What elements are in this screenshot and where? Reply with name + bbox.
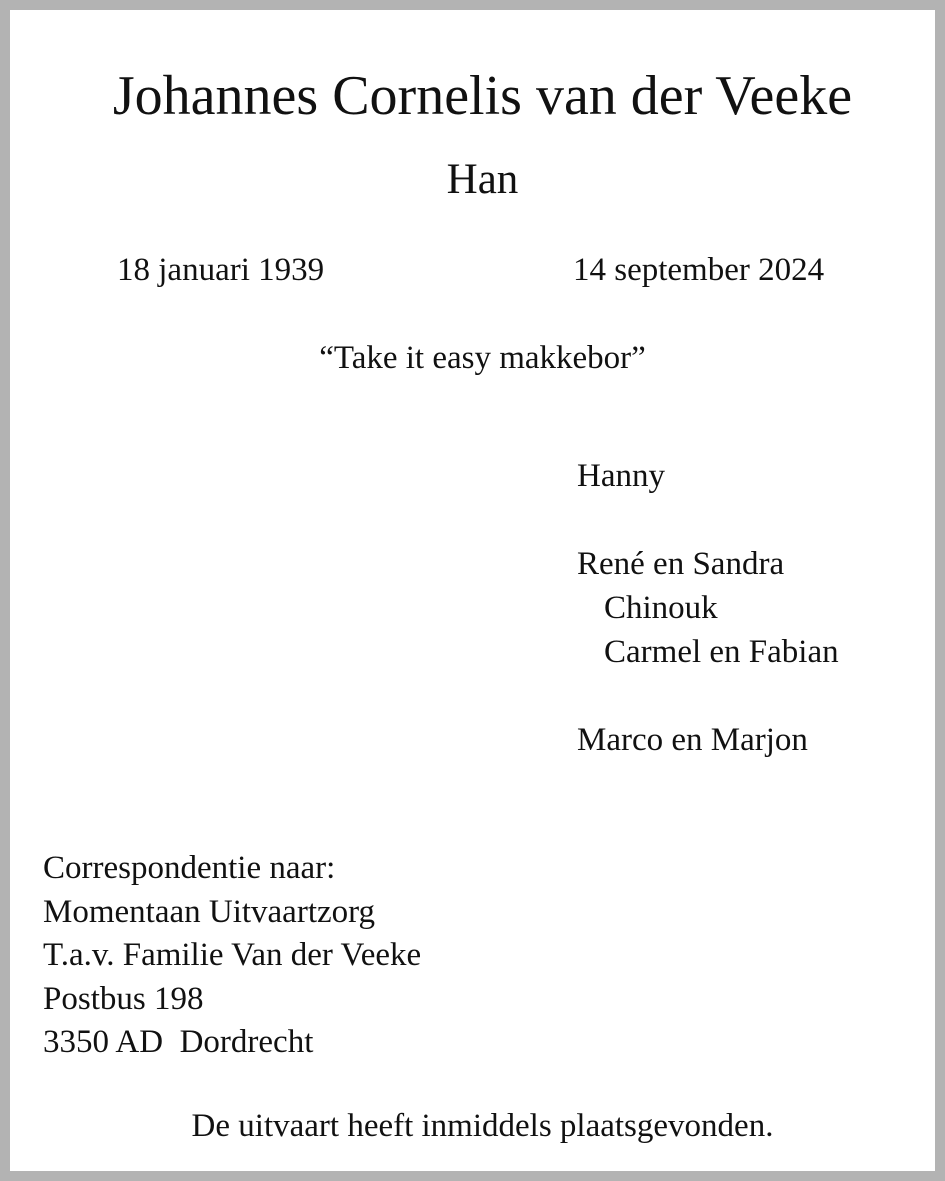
postal-code-city: 3350 AD Dordrecht [43, 1024, 314, 1060]
spacer [577, 498, 839, 542]
family-member: Hanny [577, 458, 665, 494]
spacer [577, 674, 839, 718]
death-date: 14 september 2024 [573, 252, 825, 288]
correspondence-address [43, 847, 421, 1065]
family-members-list [577, 454, 839, 762]
motto-quote: “Take it easy makkebor” [319, 340, 646, 376]
family-member-grandchild: Carmel en Fabian [604, 634, 839, 670]
deceased-full-name: Johannes Cornelis van der Veeke [112, 65, 853, 127]
correspondence-heading: Correspondentie naar: [43, 850, 336, 886]
family-member: Marco en Marjon [577, 722, 808, 758]
funeral-note: De uitvaart heeft inmiddels plaatsgevonden. [191, 1108, 774, 1144]
family-member-grandchild: Chinouk [604, 590, 718, 626]
deceased-nickname: Han [446, 156, 519, 203]
attention-line: T.a.v. Familie Van der Veeke [43, 937, 422, 973]
birth-date: 18 januari 1939 [117, 252, 325, 288]
family-member: René en Sandra [577, 546, 785, 582]
po-box: Postbus 198 [43, 980, 204, 1017]
funeral-organization: Momentaan Uitvaartzorg [43, 893, 376, 930]
